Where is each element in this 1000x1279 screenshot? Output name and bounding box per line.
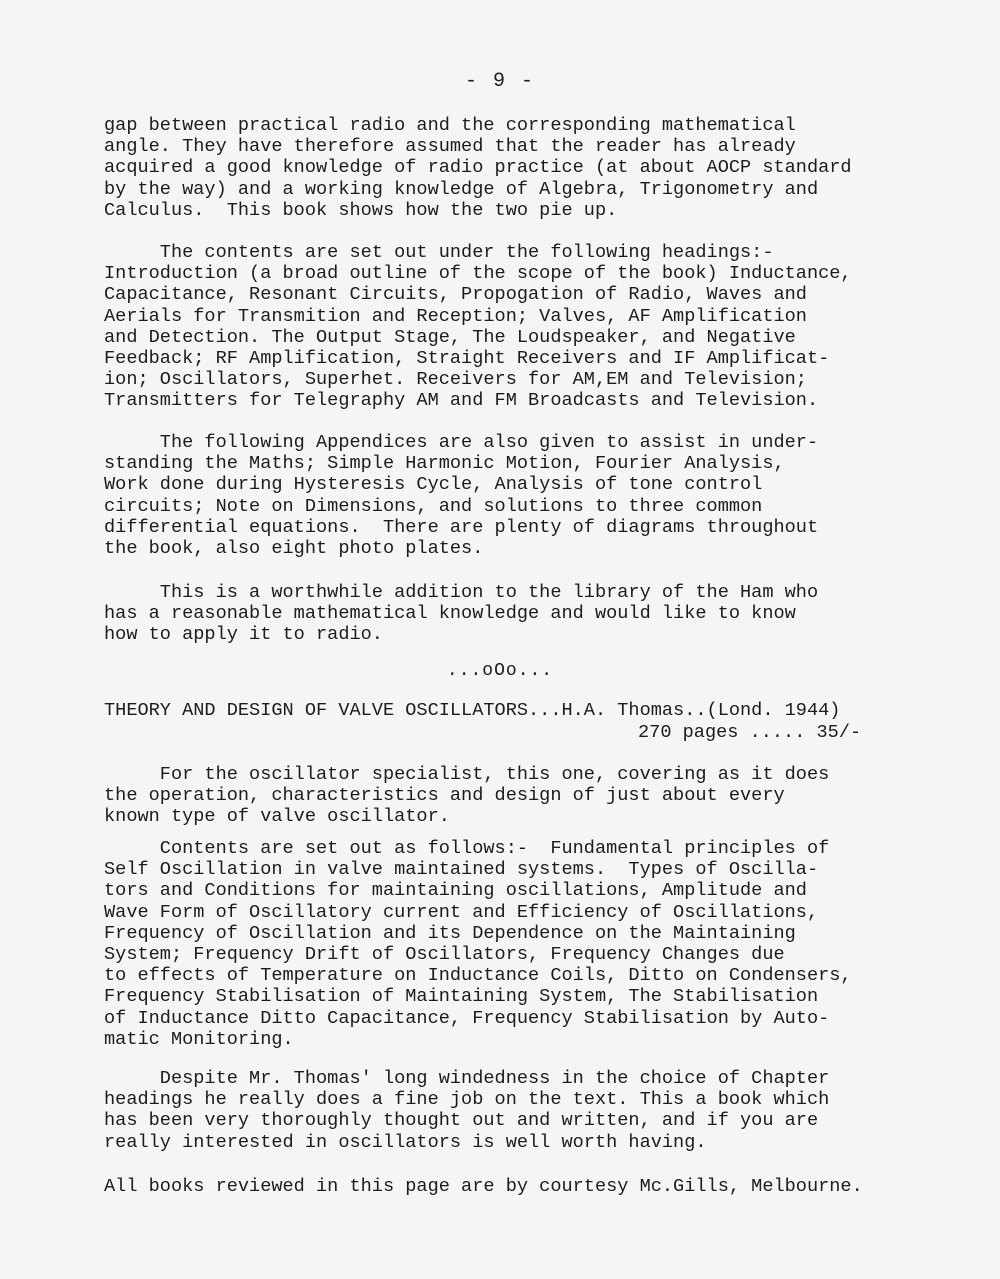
paragraph-oscillator-intro: For the oscillator specialist, this one, covering as it does the operation, characteristics and design of just about every known type of valve oscillator.: [104, 764, 830, 828]
paragraph-verdict: This is a worthwhile addition to the library of the Ham who has a reasonable mathematical knowledge and would like to know how to apply it to radio.: [104, 582, 819, 646]
review-title: THEORY AND DESIGN OF VALVE OSCILLATORS...H.A. Thomas..(Lond. 1944): [104, 700, 841, 721]
paragraph-intro-continuation: gap between practical radio and the corresponding mathematical angle. They have therefore assumed that the reader has already acquired a good knowledge of radio practice (at about AOCP standard by the way) and a working knowledge of Algebra, Trigonometry and Calculus. This book shows how the two pie up.: [104, 115, 852, 221]
paragraph-courtesy: All books reviewed in this page are by courtesy Mc.Gills, Melbourne.: [104, 1176, 863, 1197]
page-number: - 9 -: [464, 70, 535, 93]
review-meta: 270 pages ..... 35/-: [638, 722, 862, 743]
paragraph-oscillator-verdict: Despite Mr. Thomas' long windedness in the choice of Chapter headings he really does a fine job on the text. This a book which has been very thoroughly thought out and written, and if you are really interested in oscillators is well worth having.: [104, 1068, 830, 1153]
paragraph-oscillator-contents: Contents are set out as follows:- Fundamental principles of Self Oscillation in valve maintained systems. Types of Oscilla- tors and Conditions for maintaining oscillations, Amplitude and Wave Form of Oscillatory current and Efficiency of Oscillations, Frequency of Oscillation and its Dependence on the Maintaining System; Frequency Drift of Oscillators, Frequency Changes due to effects of Temperature on Inductance Coils, Ditto on Condensers, Frequency Stabilisation of Maintaining System, The Stabilisation of Inductance Ditto Capacitance, Frequency Stabilisation by Auto- matic Monitoring.: [104, 838, 852, 1050]
paragraph-appendices: The following Appendices are also given to assist in under- standing the Maths; Simple Harmonic Motion, Fourier Analysis, Work done during Hysteresis Cycle, Analysis of tone control circuits; Note on Dimensions, and solutions to three common differential equations. There are plenty of diagrams throughout the book, also eight photo plates.: [104, 432, 819, 560]
section-divider: ...oOo...: [446, 661, 554, 681]
paragraph-contents: The contents are set out under the following headings:- Introduction (a broad outline of the scope of the book) Inductance, Capacitance, Resonant Circuits, Propogation of Radio, Waves and Aerials for Transmition and Reception; Valves, AF Amplification and Detection. The Output Stage, The Loudspeaker, and Negative Feedback; RF Amplification, Straight Receivers and IF Amplificat- ion; Oscillators, Superhet. Receivers for AM,EM and Television; Transmitters for Telegraphy AM and FM Broadcasts and Television.: [104, 242, 852, 412]
